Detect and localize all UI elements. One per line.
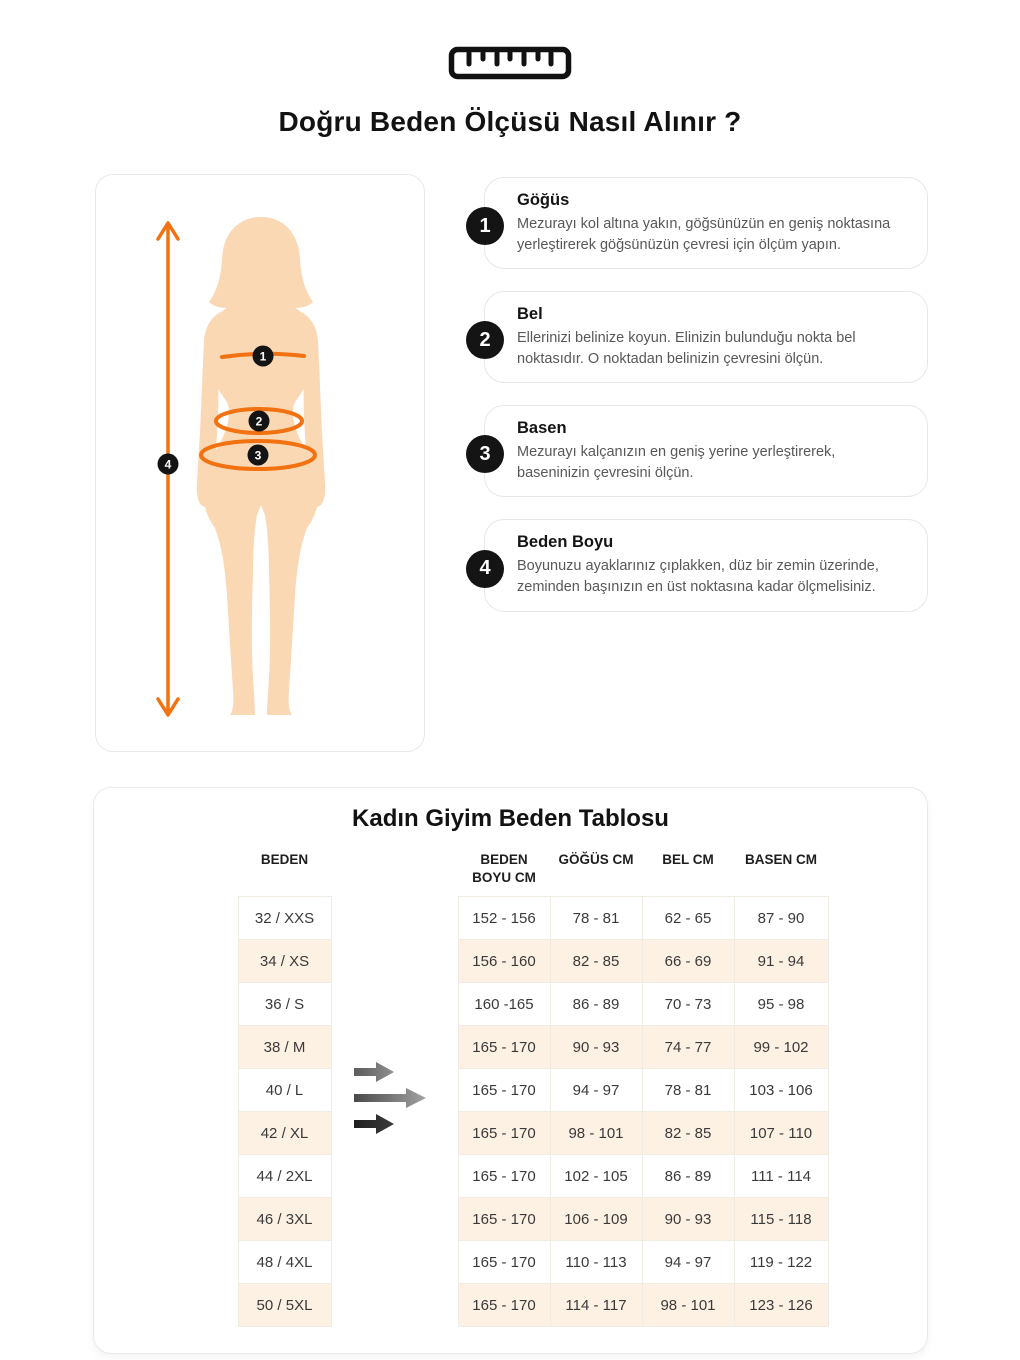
step-number-badge: 2	[466, 321, 504, 359]
chest-cell: 90 - 93	[550, 1026, 642, 1069]
size-cell: 42 / XL	[238, 1112, 331, 1155]
hip-cell: 91 - 94	[734, 940, 828, 983]
size-cell: 48 / 4XL	[238, 1241, 331, 1284]
measurement-step-card	[479, 291, 928, 383]
size-cell: 32 / XXS	[238, 897, 331, 940]
step-title: Bel	[517, 305, 543, 324]
size-cell: 46 / 3XL	[238, 1198, 331, 1241]
waist-cell: 78 - 81	[642, 1069, 734, 1112]
svg-text:2: 2	[255, 414, 263, 429]
step-title: Göğüs	[517, 191, 570, 209]
marker-chest	[253, 346, 274, 367]
step-description: Boyunuzu ayaklarınız çıplakken, düz bir zemin üzerinde, zeminden başınızın en üst noktasına kadar ölçmelisiniz.	[517, 558, 879, 596]
height-cell: 165 - 170	[458, 1241, 550, 1284]
col-header-hip: BASEN CM	[744, 852, 817, 867]
size-table-card	[93, 787, 928, 1354]
height-cell: 165 - 170	[458, 1155, 550, 1198]
chest-cell: 106 - 109	[550, 1198, 642, 1241]
size-table-row	[94, 1198, 828, 1241]
waist-cell: 70 - 73	[642, 983, 734, 1026]
size-cell: 50 / 5XL	[238, 1284, 331, 1327]
size-table-row	[94, 1069, 828, 1112]
height-cell: 165 - 170	[458, 1026, 550, 1069]
page-title: Doğru Beden Ölçüsü Nasıl Alınır ?	[278, 106, 742, 137]
measurement-step-card	[479, 405, 928, 497]
height-cell: 152 - 156	[458, 897, 550, 940]
size-table-row	[94, 940, 828, 983]
chest-cell: 86 - 89	[550, 983, 642, 1026]
body-measurement-illustration	[96, 175, 425, 752]
svg-text:1: 1	[259, 349, 267, 364]
size-table-header-row	[94, 849, 828, 897]
col-header-height: BEDEN BOYU CM	[472, 852, 536, 885]
step-title: Beden Boyu	[517, 533, 614, 552]
chest-cell: 110 - 113	[550, 1241, 642, 1284]
col-header-waist: BEL CM	[662, 852, 714, 867]
size-table	[94, 849, 829, 1327]
measurement-step-card	[479, 177, 928, 269]
hip-cell: 111 - 114	[734, 1155, 828, 1198]
waist-cell: 94 - 97	[642, 1241, 734, 1284]
size-highlight-arrows-icon	[354, 1060, 439, 1138]
marker-height	[158, 454, 179, 475]
size-table-title: Kadın Giyim Beden Tablosu	[352, 805, 669, 832]
waist-cell: 86 - 89	[642, 1155, 734, 1198]
step-number-badge: 3	[466, 435, 504, 473]
step-description: Mezurayı kol altına yakın, göğsünüzün en geniş noktasına yerleştirerek göğsünüzün çevresi için ölçüm yapın.	[517, 216, 891, 253]
measurement-steps-list	[479, 174, 928, 752]
size-table-row	[94, 1241, 828, 1284]
arrow-long-gray-icon	[354, 1088, 426, 1108]
size-cell: 44 / 2XL	[238, 1155, 331, 1198]
arrow-short-black-icon	[354, 1114, 394, 1134]
measurement-section	[95, 174, 928, 752]
chest-cell: 98 - 101	[550, 1112, 642, 1155]
hip-cell: 87 - 90	[734, 897, 828, 940]
col-header-size: BEDEN	[260, 852, 309, 867]
svg-text:3: 3	[254, 448, 262, 463]
waist-cell: 74 - 77	[642, 1026, 734, 1069]
step-description: Mezurayı kalçanızın en geniş yerine yerleştirerek, baseninizin çevresini ölçün.	[517, 444, 836, 481]
height-cell: 165 - 170	[458, 1069, 550, 1112]
svg-text:4: 4	[164, 457, 172, 472]
marker-hip	[248, 445, 269, 466]
waist-cell: 82 - 85	[642, 1112, 734, 1155]
size-cell: 40 / L	[238, 1069, 331, 1112]
arrow-short-gray-icon	[354, 1062, 394, 1082]
hip-cell: 95 - 98	[734, 983, 828, 1026]
size-table-row	[94, 1284, 828, 1327]
size-cell: 36 / S	[238, 983, 331, 1026]
chest-cell: 114 - 117	[550, 1284, 642, 1327]
hip-cell: 119 - 122	[734, 1241, 828, 1284]
height-cell: 165 - 170	[458, 1112, 550, 1155]
height-cell: 156 - 160	[458, 940, 550, 983]
size-table-row	[94, 1026, 828, 1069]
hip-cell: 103 - 106	[734, 1069, 828, 1112]
size-table-row	[94, 983, 828, 1026]
step-title: Basen	[517, 419, 567, 438]
waist-cell: 98 - 101	[642, 1284, 734, 1327]
ruler-icon	[448, 46, 572, 80]
waist-cell: 62 - 65	[642, 897, 734, 940]
waist-cell: 66 - 69	[642, 940, 734, 983]
size-cell: 34 / XS	[238, 940, 331, 983]
chest-cell: 82 - 85	[550, 940, 642, 983]
size-table-row	[94, 1112, 828, 1155]
size-table-row	[94, 897, 828, 940]
step-number-badge: 1	[466, 207, 504, 245]
waist-cell: 90 - 93	[642, 1198, 734, 1241]
height-cell: 160 -165	[458, 983, 550, 1026]
hip-cell: 107 - 110	[734, 1112, 828, 1155]
size-table-row	[94, 1155, 828, 1198]
height-cell: 165 - 170	[458, 1198, 550, 1241]
marker-waist	[249, 411, 270, 432]
height-cell: 165 - 170	[458, 1284, 550, 1327]
step-description: Ellerinizi belinize koyun. Elinizin bulunduğu nokta bel noktasıdır. O noktadan belinizin çevresini ölçün.	[517, 330, 856, 367]
hip-cell: 115 - 118	[734, 1198, 828, 1241]
col-header-chest: GÖĞÜS CM	[558, 852, 634, 867]
measurement-step-card	[479, 519, 928, 611]
hip-cell: 99 - 102	[734, 1026, 828, 1069]
page-header	[0, 0, 1020, 138]
chest-cell: 94 - 97	[550, 1069, 642, 1112]
chest-cell: 78 - 81	[550, 897, 642, 940]
step-number-badge: 4	[466, 550, 504, 588]
chest-cell: 102 - 105	[550, 1155, 642, 1198]
size-cell: 38 / M	[238, 1026, 331, 1069]
body-figure-card	[95, 174, 425, 752]
hip-cell: 123 - 126	[734, 1284, 828, 1327]
